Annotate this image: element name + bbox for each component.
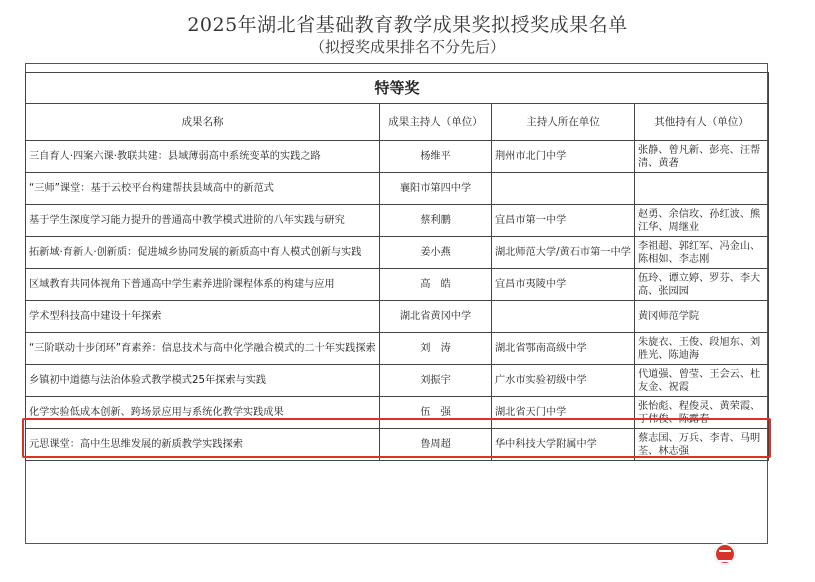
cell-others: 张静、曾凡新、彭亮、汪帮清、黄砻: [635, 141, 769, 173]
cell-unit: 宜昌市夷陵中学: [492, 269, 635, 301]
table-row: [26, 237, 769, 269]
table-row: [26, 141, 769, 173]
cell-unit: [492, 173, 635, 205]
awards-table: [25, 72, 769, 461]
cell-host: 蔡利鹏: [380, 205, 492, 237]
cell-unit: 湖北省鄂南高级中学: [492, 333, 635, 365]
cell-others: 朱旋衣、王俊、段旭东、刘胜光、陈迪海: [635, 333, 769, 365]
cell-host: 姜小燕: [380, 237, 492, 269]
cell-others: 伍玲、谭立婷、罗芬、李大高、张园园: [635, 269, 769, 301]
cell-name: 元思课堂：高中生思维发展的新质教学实践探索: [26, 429, 380, 461]
cell-name: 基于学生深度学习能力提升的普通高中教学模式进阶的八年实践与研究: [26, 205, 380, 237]
cell-name: 三自育人·四案六课·教联共建：县域薄弱高中系统变革的实践之路: [26, 141, 380, 173]
cell-host: 鲁周超: [380, 429, 492, 461]
cell-host: 襄阳市第四中学: [380, 173, 492, 205]
cell-others: 黄冈师范学院: [635, 301, 769, 333]
page-subtitle: （拟授奖成果排名不分先后）: [309, 38, 505, 56]
cell-others: 代道强、曾莹、王会云、杜友金、祝霞: [635, 365, 769, 397]
column-header-unit: 主持人所在单位: [492, 104, 635, 141]
page-title: 2025年湖北省基础教育教学成果奖拟授奖成果名单: [187, 14, 628, 36]
column-header-host: 成果主持人（单位）: [380, 104, 492, 141]
cell-name: 乡镇初中道德与法治体验式教学模式25年探索与实践: [26, 365, 380, 397]
award-level: 特等奖: [26, 73, 769, 104]
cell-name: 区域教育共同体视角下普通高中学生素养进阶课程体系的构建与应用: [26, 269, 380, 301]
column-header-name: 成果名称: [26, 104, 380, 141]
cell-host: 刘 涛: [380, 333, 492, 365]
column-header-others: 其他持有人（单位）: [635, 104, 769, 141]
cell-name: 学术型科技高中建设十年探索: [26, 301, 380, 333]
cell-unit: 华中科技大学附属中学: [492, 429, 635, 461]
table-row: [26, 269, 769, 301]
media-logo-icon: [714, 543, 736, 565]
cell-others: 蔡志国、万兵、李青、马明荃、林志强: [635, 429, 769, 461]
cell-others: 赵勇、余信玫、孙红波、熊江华、周继业: [635, 205, 769, 237]
highlight-box: [22, 418, 771, 458]
table-row: [26, 205, 769, 237]
cell-name: “三阶联动十步闭环”育素养：信息技术与高中化学融合模式的二十年实践探索: [26, 333, 380, 365]
table-header-row: [26, 104, 769, 141]
table-row: [26, 333, 769, 365]
cell-unit: 广水市实验初级中学: [492, 365, 635, 397]
table-row: [26, 301, 769, 333]
cell-others: 李祖超、郭红军、冯金山、陈相如、李志刚: [635, 237, 769, 269]
cell-others: 张怡彪、程俊灵、黄荣霞、丁伟俊、陈露春: [635, 397, 769, 429]
cell-unit: 湖北省天门中学: [492, 397, 635, 429]
cell-name: 化学实验低成本创新、跨场景应用与系统化教学实践成果: [26, 397, 380, 429]
cell-host: 杨维平: [380, 141, 492, 173]
table-row: [26, 173, 769, 205]
cell-host: 刘振宇: [380, 365, 492, 397]
award-level-row: [26, 73, 769, 104]
table-row-highlighted: [26, 365, 769, 397]
cell-unit: [492, 301, 635, 333]
cell-host: 伍 强: [380, 397, 492, 429]
cell-name: “三师”课堂：基于云校平台构建帮扶县域高中的新范式: [26, 173, 380, 205]
cell-others: [635, 173, 769, 205]
cell-host: 高 皓: [380, 269, 492, 301]
cell-unit: 湖北师范大学/黄石市第一中学: [492, 237, 635, 269]
cell-unit: 宜昌市第一中学: [492, 205, 635, 237]
cell-unit: 荆州市北门中学: [492, 141, 635, 173]
cell-name: 拓新域·育新人·创新质：促进城乡协同发展的新质高中育人模式创新与实践: [26, 237, 380, 269]
cell-host: 湖北省黄冈中学: [380, 301, 492, 333]
